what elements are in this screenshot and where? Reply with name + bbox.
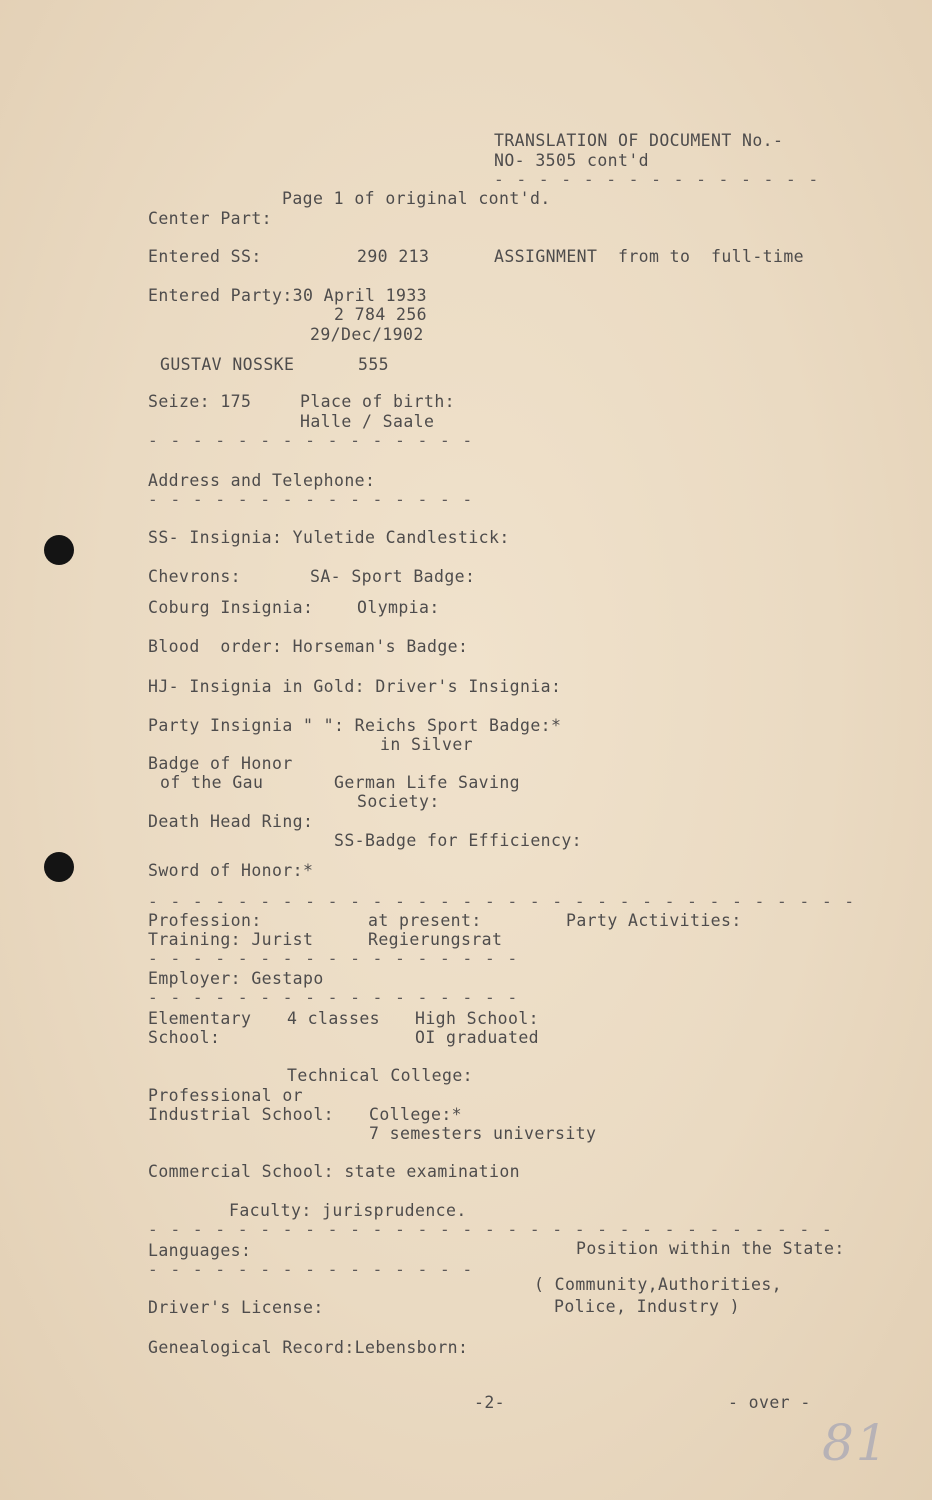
document-number: NO- 3505 cont'd [494, 151, 650, 170]
divider-6: - - - - - - - - - - - - - - - - - - - - - - - - - - - - - - - [148, 1220, 834, 1239]
birth-date: 29/Dec/1902 [310, 325, 424, 344]
high-school-label: High School: [415, 1009, 540, 1028]
center-part-label: Center Part: [148, 209, 273, 228]
header-divider: - - - - - - - - - - - - - - - [494, 170, 820, 189]
ss-insignia: SS- Insignia: Yuletide Candlestick: [148, 528, 510, 547]
regierungsrat: Regierungsrat [368, 930, 503, 949]
punch-hole-bottom [44, 852, 74, 882]
divider-1: - - - - - - - - - - - - - - - [148, 431, 474, 450]
document-title: TRANSLATION OF DOCUMENT No.- [494, 131, 784, 150]
of-the-gau: of the Gau [160, 773, 264, 792]
badge-of-honor: Badge of Honor [148, 754, 293, 773]
party-number: 2 784 256 [334, 305, 428, 324]
place-of-birth-label: Place of birth: [300, 392, 456, 411]
page-note: Page 1 of original cont'd. [282, 189, 551, 208]
society-label: Society: [357, 792, 440, 811]
drivers-license: Driver's License: [148, 1298, 324, 1317]
assignment-label: ASSIGNMENT from to full-time [494, 247, 805, 266]
place-of-birth-value: Halle / Saale [300, 412, 435, 431]
size-field: Seize: 175 [148, 392, 252, 411]
olympia-label: Olympia: [357, 598, 440, 617]
high-school-graduated: OI graduated [415, 1028, 540, 1047]
languages-label: Languages: [148, 1241, 252, 1260]
party-activities-label: Party Activities: [566, 911, 742, 930]
divider-5: - - - - - - - - - - - - - - - - - [148, 988, 519, 1007]
police-industry: Police, Industry ) [554, 1297, 741, 1316]
punch-hole-top [44, 535, 74, 565]
ss-badge-efficiency: SS-Badge for Efficiency: [334, 831, 583, 850]
over-note: - over - [728, 1393, 811, 1412]
divider-4: - - - - - - - - - - - - - - - - - [148, 949, 519, 968]
in-silver: in Silver [380, 735, 474, 754]
elementary-school-label: School: [148, 1028, 221, 1047]
address-label: Address and Telephone: [148, 471, 376, 490]
person-name: GUSTAV NOSSKE [160, 355, 295, 374]
training-field: Training: Jurist [148, 930, 314, 949]
chevrons-label: Chevrons: [148, 567, 242, 586]
at-present-label: at present: [368, 911, 482, 930]
person-code: 555 [358, 355, 390, 374]
divider-7: - - - - - - - - - - - - - - - [148, 1260, 474, 1279]
commercial-school: Commercial School: state examination [148, 1162, 521, 1181]
ss-number: 290 213 [357, 247, 430, 266]
faculty-field: Faculty: jurisprudence. [229, 1201, 467, 1220]
industrial-school-label: Industrial School: [148, 1105, 335, 1124]
divider-2: - - - - - - - - - - - - - - - [148, 490, 474, 509]
divider-3: - - - - - - - - - - - - - - - - - - - - - - - - - - - - - - - - [148, 892, 856, 911]
community-authorities: ( Community,Authorities, [534, 1275, 783, 1294]
coburg-insignia: Coburg Insignia: [148, 598, 314, 617]
college-label: College:* [369, 1105, 463, 1124]
profession-label: Profession: [148, 911, 262, 930]
genealogical-record: Genealogical Record:Lebensborn: [148, 1338, 469, 1357]
life-saving-society: German Life Saving [334, 773, 521, 792]
employer-field: Employer: Gestapo [148, 969, 324, 988]
sword-of-honor: Sword of Honor:* [148, 861, 314, 880]
position-within-state: Position within the State: [576, 1239, 845, 1258]
semesters-university: 7 semesters university [369, 1124, 597, 1143]
page-number: -2- [474, 1393, 506, 1412]
hj-insignia: HJ- Insignia in Gold: Driver's Insignia: [148, 677, 562, 696]
sa-sport-badge: SA- Sport Badge: [310, 567, 476, 586]
entered-ss-label: Entered SS: [148, 247, 262, 266]
entered-party: Entered Party:30 April 1933 [148, 286, 428, 305]
death-head-ring: Death Head Ring: [148, 812, 314, 831]
blood-order: Blood order: Horseman's Badge: [148, 637, 469, 656]
handwritten-page-number: 81 [822, 1414, 890, 1472]
professional-label: Professional or [148, 1086, 304, 1105]
elementary-label: Elementary [148, 1009, 252, 1028]
party-insignia: Party Insignia " ": Reichs Sport Badge:* [148, 716, 562, 735]
technical-college: Technical College: [287, 1066, 474, 1085]
elementary-classes: 4 classes [287, 1009, 381, 1028]
